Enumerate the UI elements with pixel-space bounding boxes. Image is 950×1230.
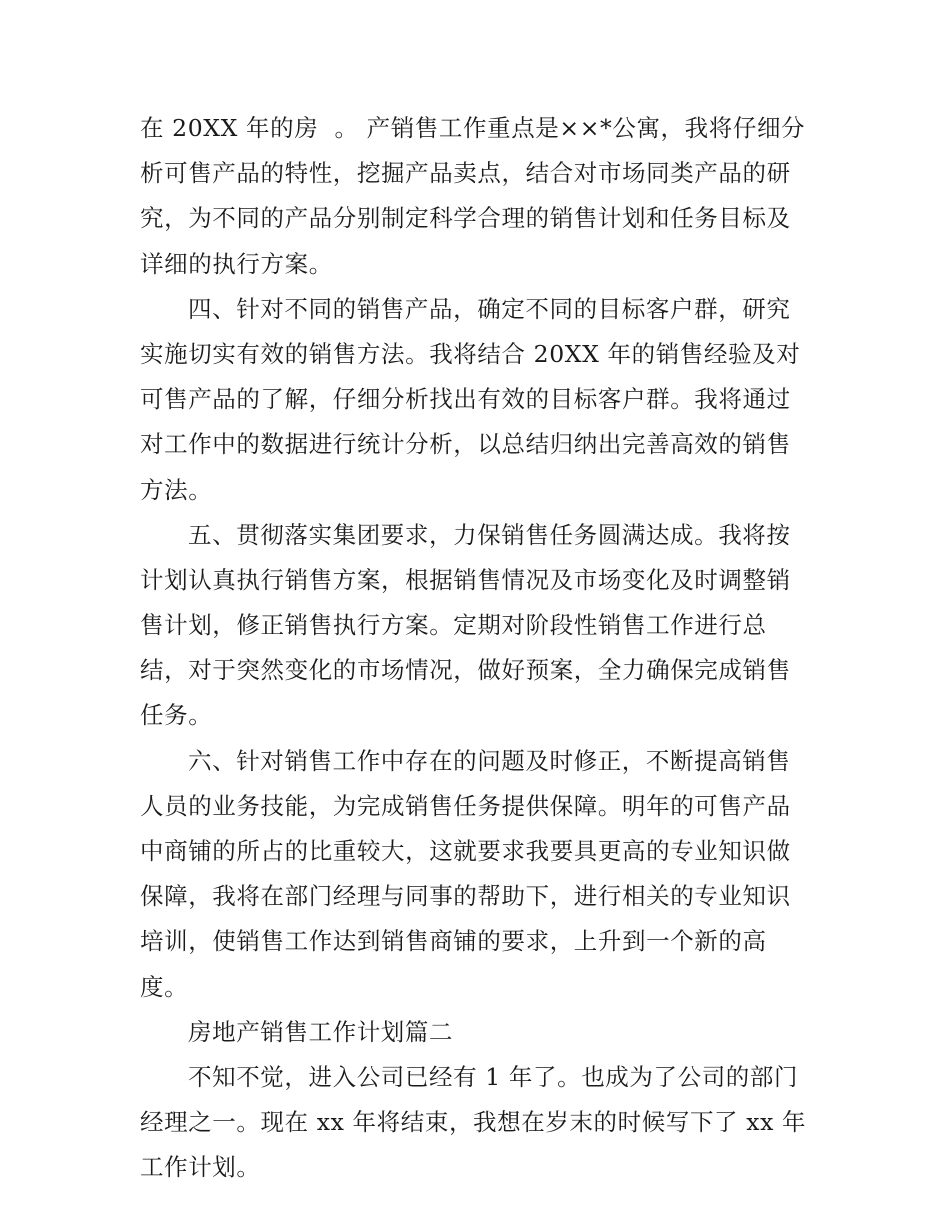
- text-line: 任务。: [140, 701, 213, 730]
- text-line: 人员的业务技能，为完成销售任务提供保障。明年的可售产品: [140, 791, 791, 820]
- text-line: 经理之一。现在 xx 年将结束，我想在岁末的时候写下了 xx 年: [140, 1108, 807, 1137]
- paragraph-start-line: 四、针对不同的销售产品，确定不同的目标客户群，研究: [188, 294, 791, 323]
- text-line: 结，对于突然变化的市场情况，做好预案，全力确保完成销售: [140, 656, 791, 685]
- text-line: 究，为不同的产品分别制定科学合理的销售计划和任务目标及: [140, 204, 791, 233]
- paragraph-start-line: 六、针对销售工作中存在的问题及时修正，不断提高销售: [188, 746, 791, 775]
- section-heading: 房地产销售工作计划篇二: [188, 1017, 454, 1046]
- paragraph-start-line: 不知不觉，进入公司已经有 1 年了。也成为了公司的部门: [188, 1062, 799, 1091]
- text-line: 培训，使销售工作达到销售商铺的要求，上升到一个新的高: [140, 927, 767, 956]
- document-body: [140, 106, 812, 1191]
- text-line: 中商铺的所占的比重较大，这就要求我要具更高的专业知识做: [140, 837, 791, 865]
- text-line: 度。: [140, 972, 189, 1001]
- text-line: 在 20XX 年的房 。 产销售工作重点是××*公寓，我将仔细分: [140, 114, 806, 142]
- text-line: 工作计划。: [140, 1153, 261, 1182]
- text-line: 对工作中的数据进行统计分析，以总结归纳出完善高效的销售: [140, 430, 791, 459]
- text-line: 保障，我将在部门经理与同事的帮助下，进行相关的专业知识: [140, 882, 791, 911]
- text-line: 可售产品的了解，仔细分析找出有效的目标客户群。我将通过: [140, 385, 791, 414]
- paragraph-start-line: 五、贯彻落实集团要求，力保销售任务圆满达成。我将按: [188, 520, 791, 549]
- text-line: 计划认真执行销售方案，根据销售情况及市场变化及时调整销: [140, 565, 791, 594]
- text-line: 售计划，修正销售执行方案。定期对阶段性销售工作进行总: [140, 611, 767, 640]
- text-line: 方法。: [140, 475, 213, 504]
- text-line: 实施切实有效的销售方法。我将结合 20XX 年的销售经验及对: [140, 339, 801, 368]
- text-line: 详细的执行方案。: [140, 249, 333, 278]
- text-line: 析可售产品的特性，挖掘产品卖点，结合对市场同类产品的研: [140, 159, 791, 188]
